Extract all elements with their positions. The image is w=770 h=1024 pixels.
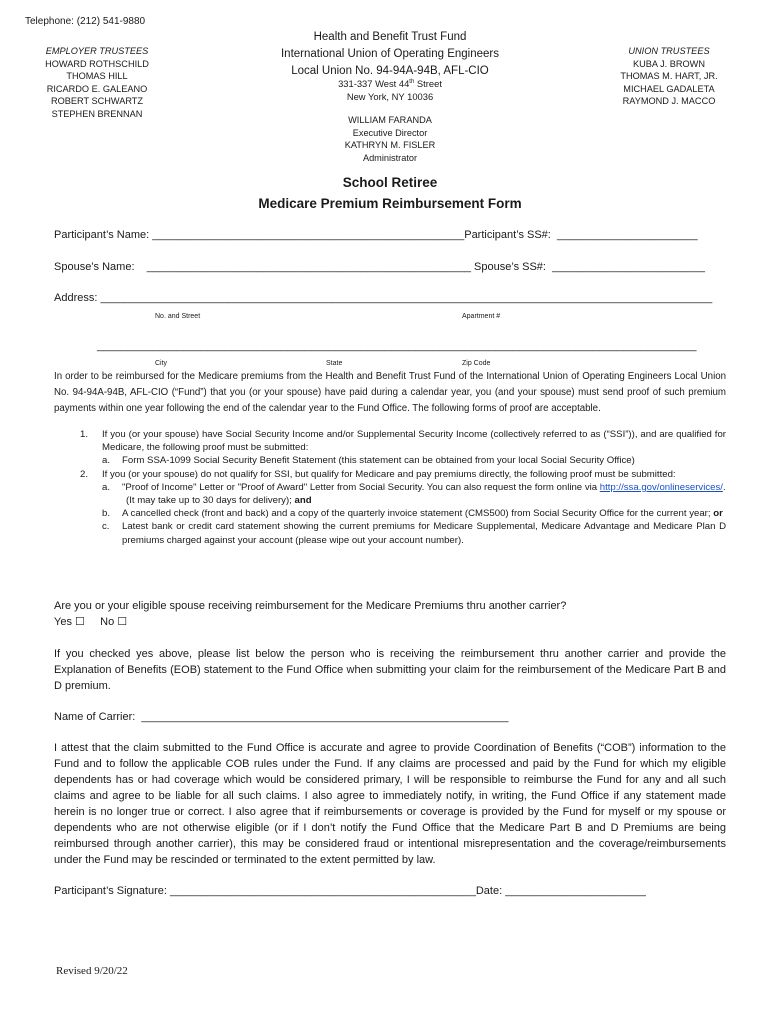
trustee-name: THOMAS M. HART, JR. [620,71,718,82]
zip-label: Zip Code [462,360,491,367]
eob-paragraph: If you checked yes above, please list below the person who is receiving the reimbursement thru another carrier and provide the Explanation of Benefits (EOB) statement to the Fund Office when submitting your claim for the reimbursement of the Medicare Part B and D premium. [54,648,726,692]
trustee-name: MICHAEL GADALETA [623,83,715,94]
list-number: 1. [80,429,89,440]
address-line2-field[interactable]: __________________________________________________________________________________________________ [97,340,697,352]
trustee-name: RICARDO E. GALEANO [46,83,148,94]
trustee-name: STEPHEN BRENNAN [51,108,143,119]
form-title [230,172,550,214]
telephone: Telephone: (212) 541-9880 [25,16,146,27]
list-item-text: Latest bank or credit card statement showing the current premiums for Medicare Supplemental, Medicare Advantage and Medicare Plan D premiums charged against your account (please wipe out your account number). [122,521,726,546]
trustee-name: THOMAS HILL [66,71,128,82]
proof-list [54,428,726,547]
list-item-text: A cancelled check (front and back) and a copy of the quarterly invoice statement (CMS500) from Social Security Office for the current year; [122,508,711,520]
carrier-field[interactable]: Name of Carrier: ____________________________________________________________ [54,711,509,723]
trustee-name: RAYMOND J. MACCO [622,96,716,107]
form-title-line1: School Retiree [342,175,438,190]
conjunction: or [713,508,723,520]
org-line: International Union of Operating Engineers [280,48,499,60]
list-letter: c. [102,521,110,533]
street-address [230,76,550,91]
form-title-line2: Medicare Premium Reimbursement Form [258,196,522,211]
director-title: Executive Director [352,127,428,138]
trustee-name: KUBA J. BROWN [633,58,705,69]
fund-staff [230,114,550,164]
admin-title: Administrator [362,152,418,163]
yes-no-checkboxes[interactable]: Yes ☐ No ☐ [54,616,128,628]
trustee-name: HOWARD ROTHSCHILD [45,58,149,69]
punctuation: . [722,481,726,493]
participant-fields[interactable]: Participant’s Name: ___________________________________________________Participant’s SS#: _______________________ [54,229,698,241]
list-item [54,468,726,481]
union-trustees-heading: UNION TRUSTEES [628,46,710,56]
attestation-paragraph: I attest that the claim submitted to the Fund Office is accurate and agree to provide Coordination of Benefits (“COB”) information to the Fund and to follow the applicable COB rules under the Fund. If any claims are processed and paid by the Fund for which my eligible dependents has or had coverage which would be considered primary, I will be responsible to reimburse the Fund for any and all such claims and agree to be liable for all such claims. I also agree to immediately notify, in writing, the Fund Office if any statement made herein is no longer true or correct. I also agree that if reimbursements or coverage is provided by the Fund for myself or my spouse or dependents who are not otherwise eligible (or if I don’t notify the Fund Office that the Medicare Part B and D Premiums are being reimbursed through another carrier), this may be considered fraud or intentional misrepresentation and the coverage/reimbursements under the Fund may be rescinded or terminated to the extent permitted by law. [54,742,726,866]
intro-paragraph: In order to be reimbursed for the Medicare premiums from the Health and Benefit Trust Fund of the International Union of Operating Engineers Local Union No. 94-94A-94B, AFL-CIO (“Fund”) that you (or your spouse) have paid during a calendar year, you (and your spouse) must send proof of such premium payments within one year following the end of the calendar year to the Fund Office. The following forms of proof are acceptable. [54,371,726,414]
list-item [54,494,726,507]
city-line: New York, NY 10036 [346,90,434,102]
admin-name: KATHRYN M. FISLER [344,140,436,150]
list-item [54,428,726,454]
list-item [54,454,726,467]
trustee-name: ROBERT SCHWARTZ [50,96,144,107]
list-letter: a. [102,481,111,493]
street-address-suffix: Street [414,78,442,90]
revision-date: Revised 9/20/22 [56,965,128,977]
employer-trustees-heading: EMPLOYER TRUSTEES [45,46,149,56]
list-item-text: "Proof of Income" Letter or "Proof of Award" Letter from Social Security. You can also request the form online via [122,481,598,493]
ordinal-suffix: th [409,79,415,85]
list-letter: a. [102,455,111,467]
employer-trustees [22,45,172,121]
conjunction: and [294,495,312,507]
list-item-text: If you (or your spouse) have Social Security Income and/or Supplemental Security Income (collectively referred to as (“SSI”)), and are qualified for Medicare, the following proof must be submitted: [102,429,726,454]
street-address-number: 331-337 West 44 [338,78,410,90]
street-label: No. and Street [155,313,201,320]
union-trustees [594,45,744,108]
ssa-link[interactable]: http://ssa.gov/onlineservices/ [599,481,723,493]
list-item-text: If you (or your spouse) do not qualify for SSI, but qualify for Medicare and pay premiums directly, the following proof must be submitted: [102,468,676,480]
fund-address [230,76,550,103]
apartment-label: Apartment # [462,313,501,320]
director-name: WILLIAM FARANDA [348,115,432,125]
list-item [54,507,726,520]
state-label: State [326,360,343,367]
org-line: Local Union No. 94-94A-94B, AFL-CIO [291,65,489,77]
list-item [54,481,726,494]
city-label: City [155,360,168,367]
organization-name [230,29,550,80]
signature-date-field[interactable]: Participant’s Signature: __________________________________________________Date: _______________________ [54,885,646,897]
address-field[interactable]: Address: ____________________________________________________________________________________________________ [54,292,713,304]
list-letter: b. [102,508,111,520]
list-item-text: (It may take up to 30 days for delivery); [126,495,292,507]
org-line: Health and Benefit Trust Fund [313,31,467,43]
list-item-text: Form SSA-1099 Social Security Benefit Statement (this statement can be obtained from your local Social Security Office) [122,455,635,467]
list-number: 2. [80,468,89,480]
carrier-question: Are you or your eligible spouse receiving reimbursement for the Medicare Premiums thru another carrier? [54,600,567,612]
spouse-fields[interactable]: Spouse’s Name: _____________________________________________________ Spouse’s SS#: _________________________ [54,261,706,273]
list-item [54,520,726,546]
